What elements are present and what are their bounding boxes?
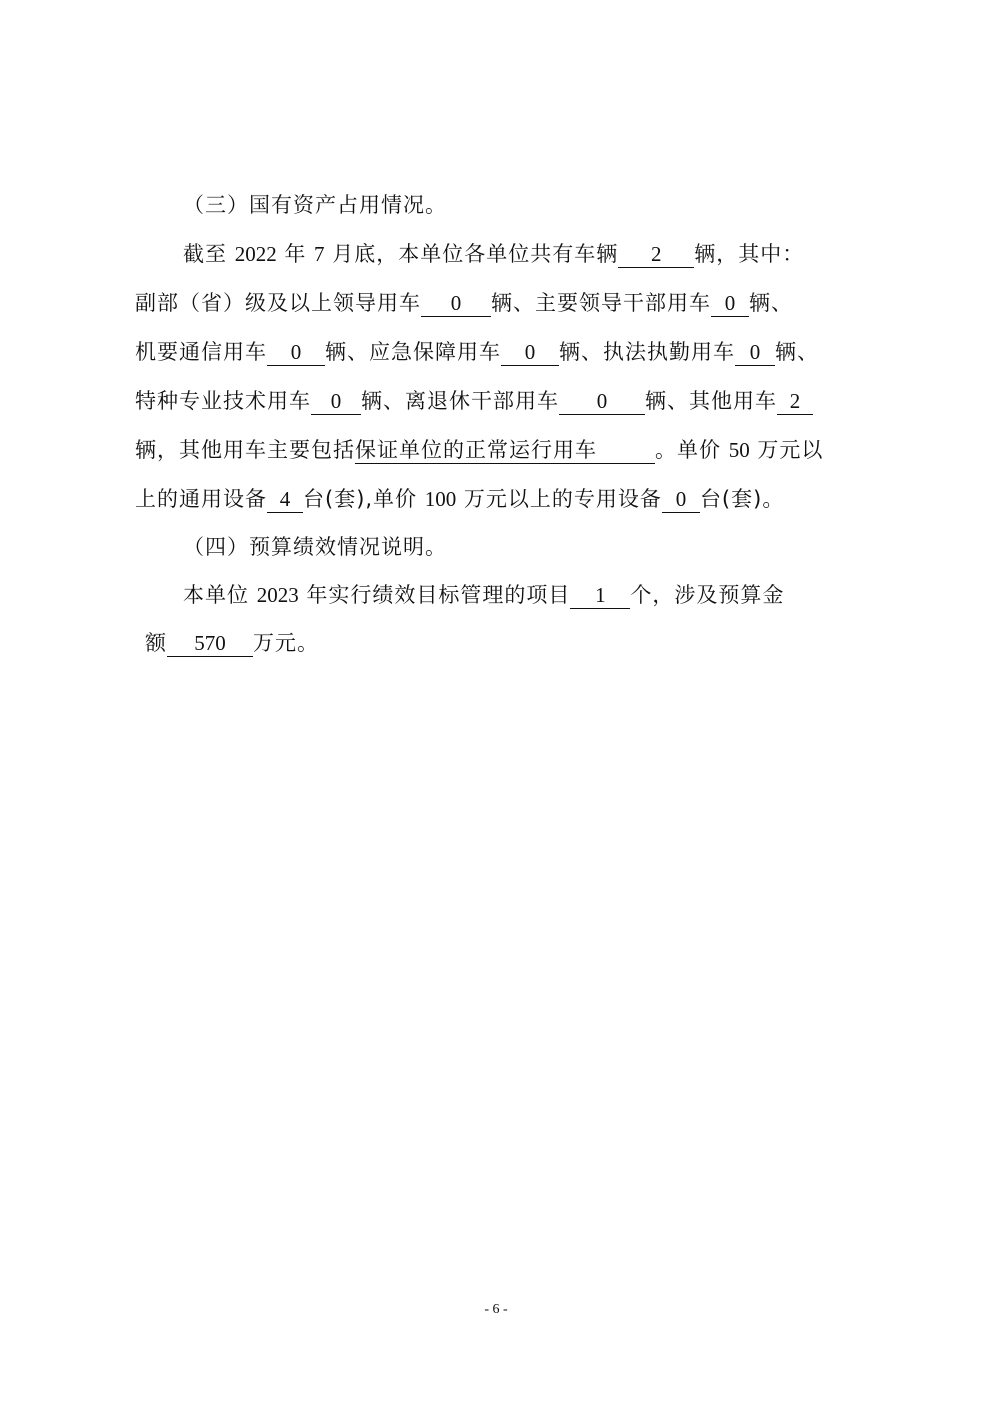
performance-line-2: 额 570 万元。 xyxy=(145,631,319,655)
section-3-heading: （三）国有资产占用情况。 xyxy=(183,193,447,217)
emergency-vehicles-field: 0 xyxy=(501,339,559,366)
other-vehicles-description: 保证单位的正常运行用车 xyxy=(355,437,655,464)
leader-vehicles-field: 0 xyxy=(421,290,491,317)
budget-amount-field: 570 xyxy=(167,630,253,657)
main-leader-vehicles-field: 0 xyxy=(711,290,749,317)
vehicles-line-3: 机要通信用车 0 辆、应急保障用车 0 辆、执法执勤用车 0 辆、 xyxy=(135,340,819,364)
vehicles-line-5: 辆，其他用车主要包括保证单位的正常运行用车 。单价 50 万元以 xyxy=(135,438,824,462)
comm-vehicles-field: 0 xyxy=(267,339,325,366)
vehicles-line-4: 特种专业技术用车 0 辆、离退休干部用车 0 辆、其他用车 2 xyxy=(135,386,870,416)
performance-line-1: 本单位 2023 年实行绩效目标管理的项目 1 个，涉及预算金 xyxy=(183,583,785,607)
retired-vehicles-field: 0 xyxy=(559,388,645,415)
vehicles-line-1: 截至 2022 年 7 月底，本单位各单位共有车辆 2 辆，其中： xyxy=(183,242,805,266)
special-vehicles-field: 0 xyxy=(311,388,361,415)
equipment-line: 上的通用设备 4 台(套),单价 100 万元以上的专用设备 0 台(套)。 xyxy=(135,487,785,511)
dedicated-equipment-field: 0 xyxy=(662,486,700,513)
vehicles-line-2: 副部（省）级及以上领导用车 0 辆、主要领导干部用车 0 辆、 xyxy=(135,291,793,315)
other-vehicles-field: 2 xyxy=(777,388,813,415)
total-vehicles-field: 2 xyxy=(618,241,694,268)
page-number: - 6 - xyxy=(484,1302,508,1317)
general-equipment-field: 4 xyxy=(267,486,303,513)
projects-count-field: 1 xyxy=(570,582,630,609)
section-4-heading: （四）预算绩效情况说明。 xyxy=(183,535,447,559)
law-enforcement-vehicles-field: 0 xyxy=(735,339,775,366)
